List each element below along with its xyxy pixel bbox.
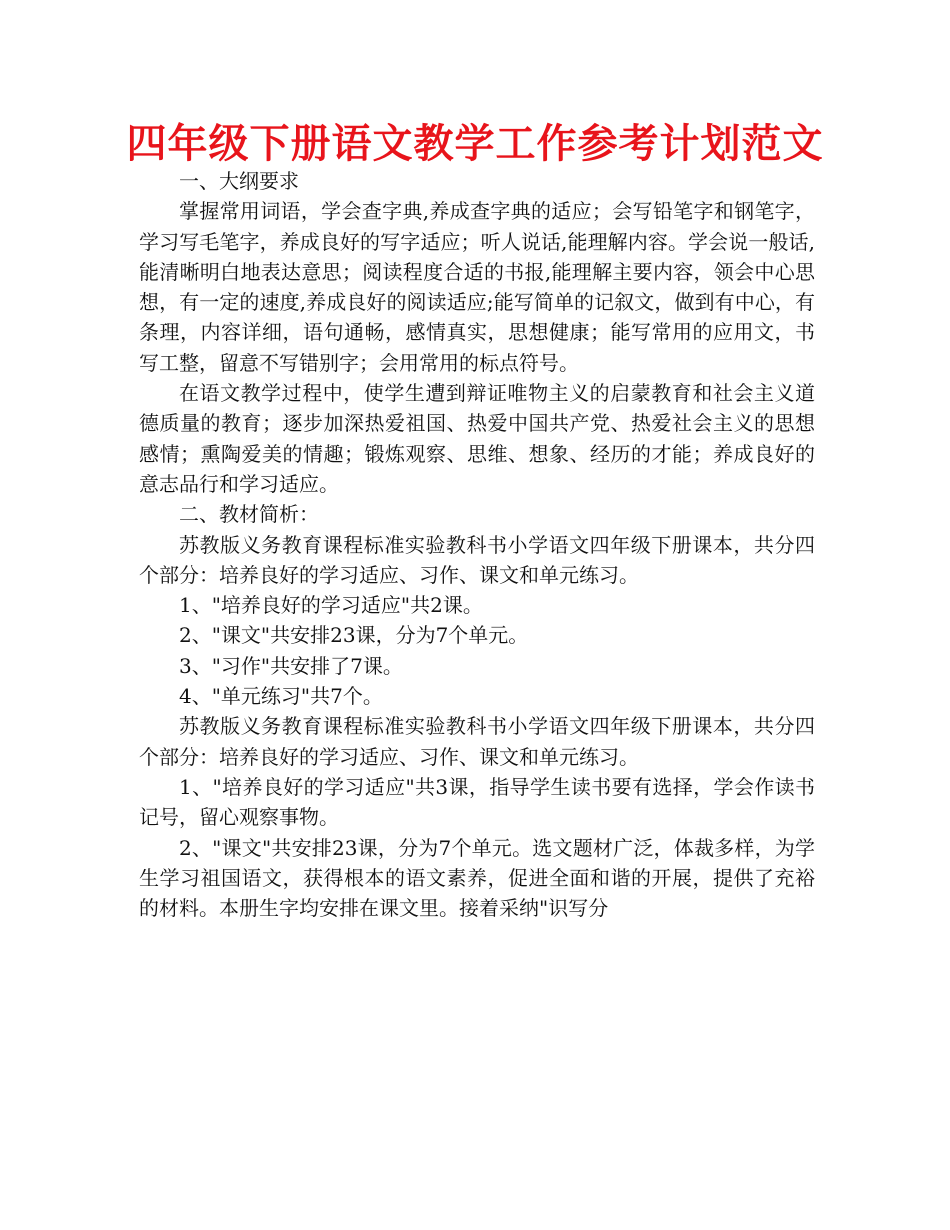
paragraph-textbook-intro-repeat: 苏教版义务教育课程标准实验教科书小学语文四年级下册课本，共分四个部分：培养良好的学习适应、习作、课文和单元练习。 — [139, 714, 815, 769]
list-item-habits-detail: 1、"培养良好的学习适应"共3课，指导学生读书要有选择，学会作读书记号，留心观察事物。 — [139, 774, 815, 830]
list-item-writing: 3、"习作"共安排了7课。 — [179, 653, 403, 678]
paragraph-outline-requirements: 掌握常用词语，学会查字典,养成查字典的适应；会写铅笔字和钢笔字，学习写毛笔字，养成良好的写字适应；听人说话,能理解内容。学会说一般话,能清晰明白地表达意思；阅读程度合适的书报,能理解主要内容，领会中心思想，有一定的速度,养成良好的阅读适应;能写简单的记叙文，做到有中心，有条理，内容详细，语句通畅，感情真实，思想健康；能写常用的应用文，书写工整，留意不写错别字；会用常用的标点符号。 — [139, 199, 815, 375]
list-item-texts-detail: 2、"课文"共安排23课，分为7个单元。选文题材广泛，体裁多样，为学生学习祖国语文，获得根本的语文素养，促进全面和谐的开展，提供了充裕的材料。本册生字均安排在课文里。接着采纳"识写分 — [139, 835, 815, 921]
section-heading-outline: 一、大纲要求 — [179, 169, 299, 193]
document-body — [139, 166, 815, 923]
paragraph-teaching-process: 在语文教学过程中，使学生遭到辩证唯物主义的启蒙教育和社会主义道德质量的教育；逐步加深热爱祖国、热爱中国共产党、热爱社会主义的思想感情；熏陶爱美的情趣；锻炼观察、思维、想象、经历的才能；养成良好的意志品行和学习适应。 — [139, 381, 815, 496]
list-item-texts: 2、"课文"共安排23课，分为7个单元。 — [179, 623, 529, 648]
section-heading-textbook: 二、教材简析： — [179, 502, 319, 527]
list-item-habits: 1、"培养良好的学习适应"共2课。 — [179, 593, 483, 618]
document-title: 四年级下册语文教学工作参考计划范文 — [126, 121, 824, 167]
list-item-unit-exercises: 4、"单元练习"共7个。 — [179, 684, 383, 709]
paragraph-textbook-intro: 苏教版义务教育课程标准实验教科书小学语文四年级下册课本，共分四个部分：培养良好的学习适应、习作、课文和单元练习。 — [139, 532, 815, 587]
